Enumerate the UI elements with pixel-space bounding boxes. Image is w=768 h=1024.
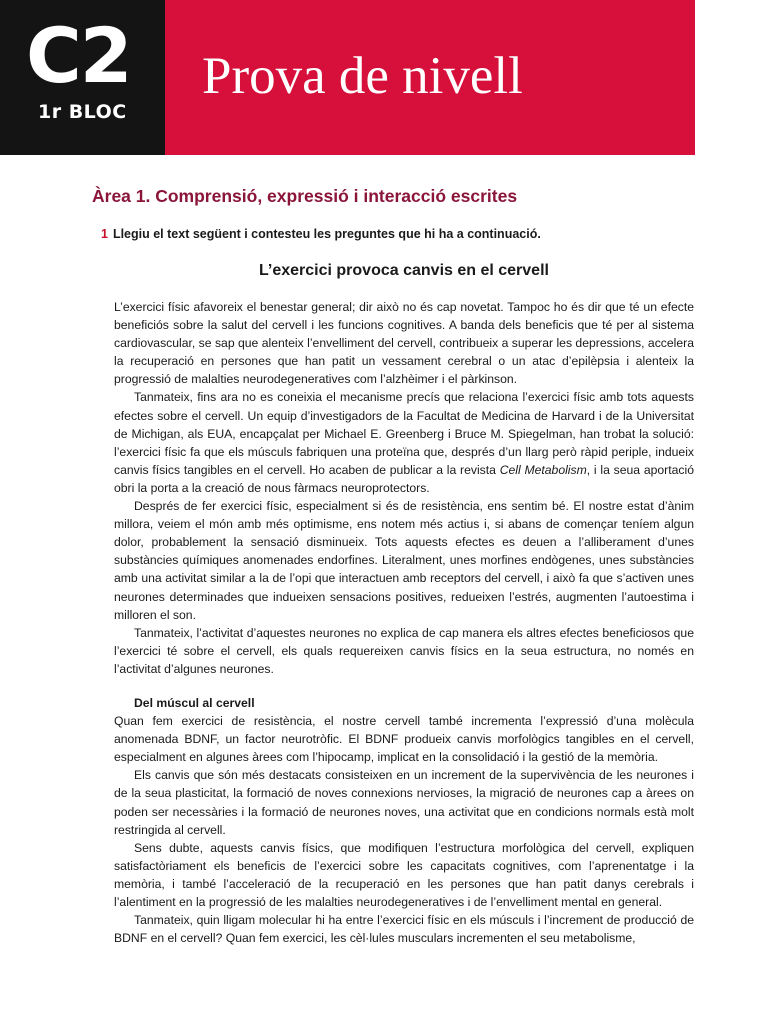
journal-name: Cell Metabolism bbox=[499, 462, 587, 477]
section-subheading: Del múscul al cervell bbox=[134, 695, 255, 710]
paragraph-1: L’exercici físic afavoreix el benestar general; dir això no és cap novetat. Tampoc ho és dir que té un efecte beneficiós sobre la salut del cervell i les funcions cognitives. A banda dels beneficis que té per al sistema cardiovascular, se sap que alenteix l’envelliment del cervell, contribueix a superar les depressions, accelera la recuperació en persones que han patit un vessament cerebral o un atac d’epilèpsia i alenteix la progressió de malalties neurodegeneratives com l’alzhèimer i el pàrkinson. bbox=[114, 300, 694, 387]
paragraph-gap bbox=[114, 678, 694, 694]
article-title: L’exercici provoca canvis en el cervell bbox=[259, 262, 549, 279]
bloc-label: 1r BLOC bbox=[38, 101, 127, 123]
paragraph-5: Quan fem exercici de resistència, el nostre cervell també incrementa l’expressió d’una molècula anomenada BDNF, un factor neurotròfic. El BDNF produeix canvis morfològics tangibles en el cervell, especialment en algunes àrees com l’hipocamp, implicat en la consolidació i la gestió de la memòria. bbox=[114, 714, 694, 765]
page-title: Prova de nivell bbox=[202, 47, 523, 105]
article-body bbox=[114, 298, 694, 947]
paragraph-8: Tanmateix, quin lligam molecular hi ha entre l’exercici físic en els músculs i l’increment de producció de BDNF en el cervell? Quan fem exercici, les cèl·lules musculars incrementen el seu metabolisme, bbox=[114, 913, 694, 946]
title-banner bbox=[165, 0, 695, 155]
paragraph-7: Sens dubte, aquests canvis físics, que modifiquen l’estructura morfològica del cervell, expliquen satisfactòriament els beneficis de l’exercici sobre les capacitats cognitives, com l’aprenentatge i la memòria, i també l’acceleració de la recuperació en les persones que han patit danys cerebrals i l’alentiment en la progressió de les malalties neurodegeneratives i de l’envelliment mental en general. bbox=[114, 840, 694, 909]
paragraph-2: Tanmateix, fins ara no es coneixia el mecanisme precís que relaciona l’exercici físic amb tots aquests efectes sobre el cervell. Un equip d’investigadors de la Facultat de Medicina de Harvard i de la Universitat de Michigan, als EUA, encapçalat per Michael E. Greenberg i Bruce M. Spiegelman, han trobat la solució: l’exercici físic fa que els músculs fabriquen una proteïna que, després d’un llarg però ràpid periple, indueix canvis físics tangibles en el cervell. Ho acaben de publicar a la revista Cell Metabolism, i la seua aportació obri la porta a la creació de nous fàrmacs neuroprotectors. bbox=[114, 390, 694, 495]
level-badge bbox=[0, 0, 165, 155]
instruction-text: Llegiu el text següent i contesteu les preguntes que hi ha a continuació. bbox=[112, 227, 541, 241]
question-number: 1 bbox=[101, 227, 108, 241]
instruction bbox=[101, 225, 541, 243]
paragraph-4: Tanmateix, l’activitat d’aquestes neurones no explica de cap manera els altres efectes beneficiosos que l’exercici té sobre el cervell, els quals requereixen canvis físics en la seua estructura, no només en l’activitat d’algunes neurones. bbox=[114, 625, 694, 676]
level-code: C2 bbox=[26, 11, 131, 100]
paragraph-6: Els canvis que són més destacats consisteixen en un increment de la supervivència de les neurones i de la seua plasticitat, la formació de noves connexions nervioses, la migració de neurones cap a àrees on poden ser necessàries i la formació de neurones noves, una activitat que en condicions normals està molt restringida al cervell. bbox=[114, 768, 694, 837]
area-title: Àrea 1. Comprensió, expressió i interacció escrites bbox=[92, 186, 518, 206]
paragraph-3: Després de fer exercici físic, especialment si és de resistència, ens sentim bé. El nostre estat d’ànim millora, veiem el món amb més optimisme, ens notem més actius i, si abans de començar teníem algun dolor, probablement la sensació disminueix. Tots aquests efectes es deuen a l’alliberament d’unes substàncies químiques anomenades endorfines. Literalment, unes morfines endògenes, unes substàncies amb una activitat similar a la de l’opi que interactuen amb receptors del cervell, i això fa que s’activen unes neurones determinades que indueixen sensacions positives, redueixen l’estrés, augmenten l’autoestima i milloren el son. bbox=[114, 499, 694, 622]
